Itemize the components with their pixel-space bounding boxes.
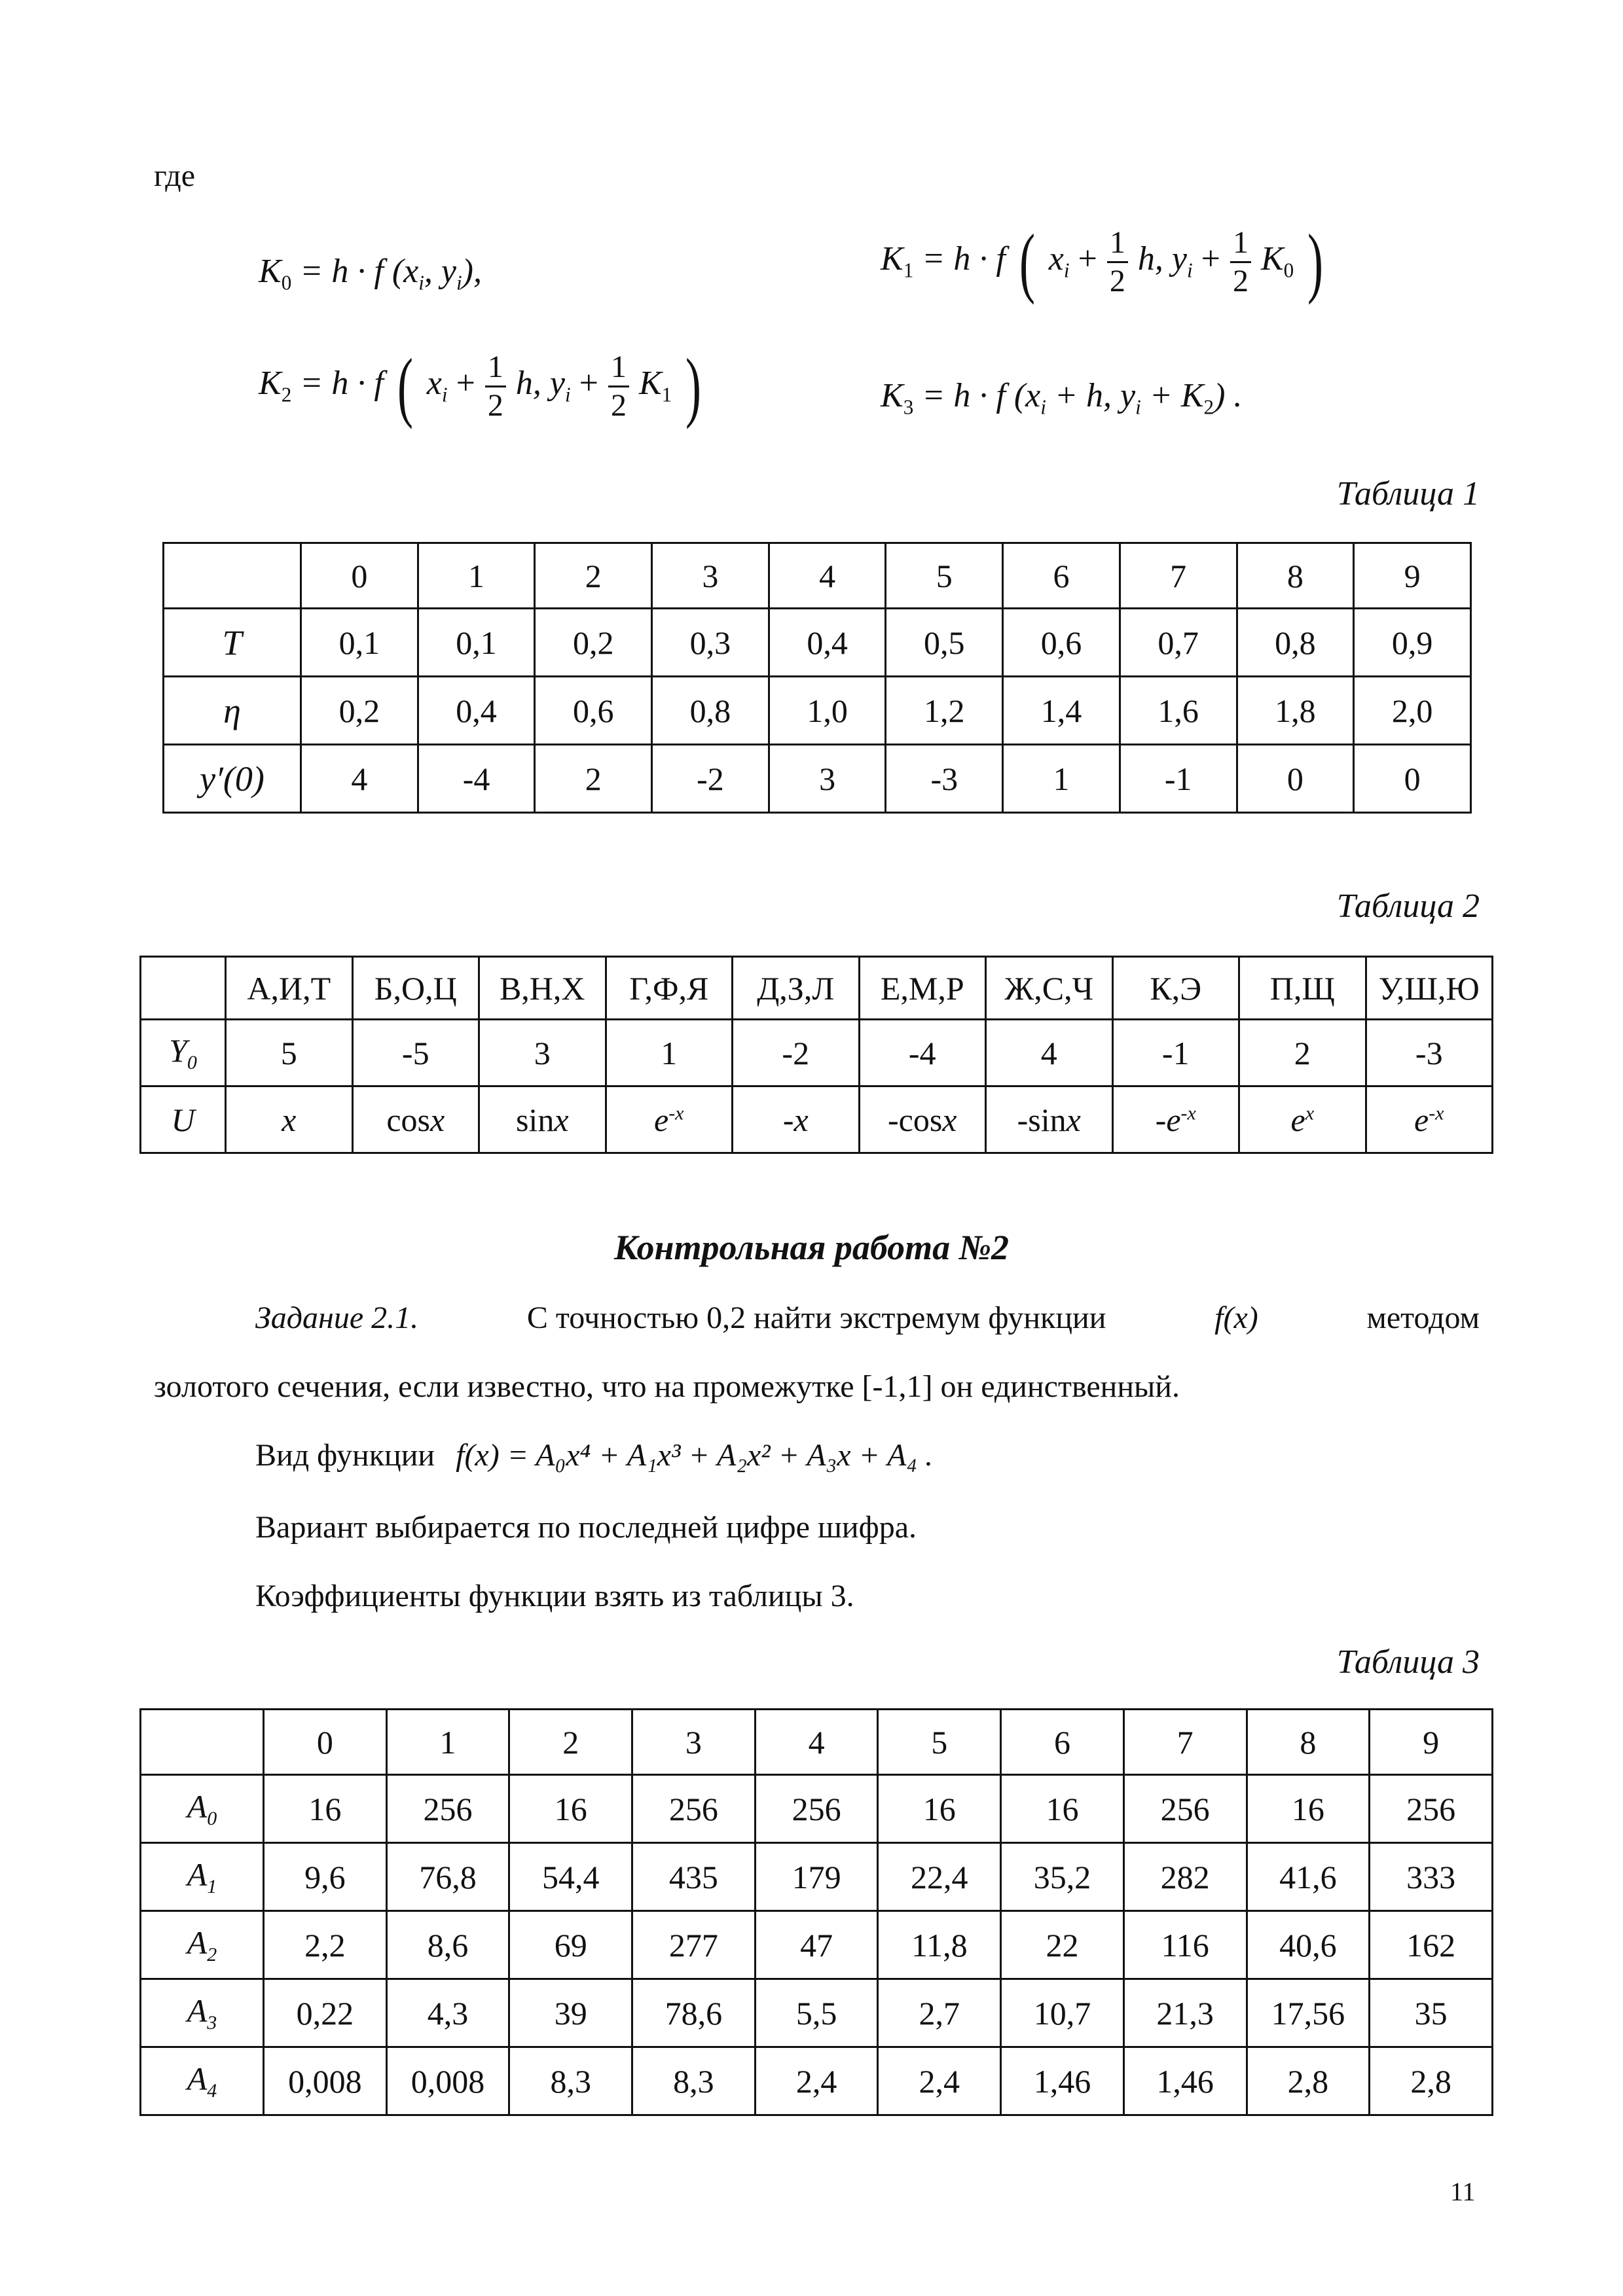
table-row	[141, 1979, 1493, 2047]
table-cell: $e^x$	[1239, 1086, 1366, 1153]
table-cell: 0,1	[418, 609, 535, 677]
table-cell: 0,2	[301, 677, 418, 745]
header-cell: Ж,С,Ч	[986, 957, 1113, 1020]
table-cell: 4,3	[386, 1979, 509, 2047]
table-cell: 3	[769, 745, 886, 813]
k3-k-sub: 2	[1203, 395, 1214, 419]
table-cell: 1,0	[769, 677, 886, 745]
function-line	[255, 1437, 933, 1475]
table-cell: 1,46	[1123, 2047, 1247, 2115]
table-cell: -4	[859, 1020, 986, 1086]
table-cell: 0,1	[301, 609, 418, 677]
table-cell: 1,4	[1003, 677, 1120, 745]
row-label: $A_4$	[141, 2047, 264, 2115]
table-1	[162, 542, 1472, 814]
header-cell: Б,О,Ц	[352, 957, 479, 1020]
header-cell: 8	[1247, 1710, 1370, 1775]
k0-sub: 0	[281, 271, 292, 295]
table-cell: -2	[733, 1020, 860, 1086]
row-label: T	[164, 609, 301, 677]
table-cell: 76,8	[386, 1843, 509, 1911]
header-cell: 7	[1123, 1710, 1247, 1775]
table-header-row	[141, 1710, 1493, 1775]
header-cell: 3	[632, 1710, 756, 1775]
k1-k-sub: 0	[1283, 259, 1294, 282]
table-cell: 2	[535, 745, 652, 813]
table-cell: 256	[755, 1775, 878, 1843]
table-cell: 8,3	[509, 2047, 632, 2115]
table-row	[164, 745, 1471, 813]
task-line2: золотого сечения, если известно, что на промежутке [-1,1] он единственный.	[154, 1369, 1180, 1404]
table-cell: sinx	[479, 1086, 606, 1153]
table-cell: 256	[1370, 1775, 1493, 1843]
table-cell: 21,3	[1123, 1979, 1247, 2047]
header-cell: П,Щ	[1239, 957, 1366, 1020]
k2-hy: h, y	[515, 364, 565, 402]
header-cell: 9	[1354, 543, 1471, 609]
k2-frac2: $\frac{1}{2}$	[608, 351, 629, 422]
header-cell: 5	[878, 1710, 1001, 1775]
table-header-row	[141, 957, 1493, 1020]
table-cell: 1,46	[1001, 2047, 1124, 2115]
k2-k: K	[638, 364, 662, 402]
task-text-a: С точностью 0,2 найти экстремум функции	[526, 1300, 1106, 1335]
table-cell: 0,4	[418, 677, 535, 745]
header-cell: А,И,Т	[226, 957, 353, 1020]
k1-eq: = h · f	[922, 240, 1006, 278]
header-cell: К,Э	[1112, 957, 1239, 1020]
table-cell: 1	[606, 1020, 733, 1086]
table-cell: 5,5	[755, 1979, 878, 2047]
intro-where: где	[154, 158, 196, 193]
table-cell: 78,6	[632, 1979, 756, 2047]
table-cell: 39	[509, 1979, 632, 2047]
table-cell: 1,2	[886, 677, 1003, 745]
table-row	[164, 609, 1471, 677]
table-cell: 1,6	[1120, 677, 1237, 745]
task-text-b: методом	[1366, 1300, 1480, 1335]
header-cell: 2	[509, 1710, 632, 1775]
table-cell: 277	[632, 1911, 756, 1979]
coef-text: Коэффициенты функции взять из таблицы 3.	[255, 1579, 854, 1613]
table-cell: 8,6	[386, 1911, 509, 1979]
formula-k2: $K_2 = h \cdot f$ ( $x_i$ + $\frac{1}{2}$ h, $y_i$ + $\frac{1}{2}$ $K_1$ )	[259, 342, 702, 429]
k1-k: K	[1260, 240, 1284, 278]
table-row	[141, 1086, 1493, 1153]
row-label: U	[141, 1086, 226, 1153]
table-cell: 35,2	[1001, 1843, 1124, 1911]
table-cell: 435	[632, 1843, 756, 1911]
table-row	[141, 1775, 1493, 1843]
table-cell: -3	[1366, 1020, 1493, 1086]
table-cell: 2,4	[755, 2047, 878, 2115]
table-cell: 11,8	[878, 1911, 1001, 1979]
table-cell: -1	[1112, 1020, 1239, 1086]
table-cell: 41,6	[1247, 1843, 1370, 1911]
table-cell: -2	[652, 745, 769, 813]
table-cell: 69	[509, 1911, 632, 1979]
header-cell: 0	[264, 1710, 387, 1775]
header-cell: 7	[1120, 543, 1237, 609]
section-title: Контрольная работа №2	[613, 1228, 1010, 1267]
header-cell: 6	[1001, 1710, 1124, 1775]
table-cell: 0,8	[652, 677, 769, 745]
k1-sub: 1	[903, 259, 914, 282]
header-cell	[164, 543, 301, 609]
k3-sub-i2: i	[1135, 395, 1141, 419]
table-cell: 16	[509, 1775, 632, 1843]
table-cell: -sinx	[986, 1086, 1113, 1153]
k3-symbol: K	[881, 377, 903, 414]
header-cell: 2	[535, 543, 652, 609]
row-label: $Y_0$	[141, 1020, 226, 1086]
k3-sub: 3	[903, 395, 914, 419]
table-cell: 16	[1247, 1775, 1370, 1843]
k1-frac2: $\frac{1}{2}$	[1230, 227, 1251, 297]
table-cell: 0,22	[264, 1979, 387, 2047]
header-cell: 9	[1370, 1710, 1493, 1775]
k0-expr: = h · f (x	[300, 253, 419, 290]
k2-sub: 2	[281, 383, 292, 406]
header-cell: 1	[386, 1710, 509, 1775]
row-label: y′(0)	[164, 745, 301, 813]
header-cell: 4	[755, 1710, 878, 1775]
table-cell: 5	[226, 1020, 353, 1086]
page-number: 11	[1450, 2177, 1476, 2206]
k3-rest: + h, y	[1054, 377, 1136, 414]
table-cell: x	[226, 1086, 353, 1153]
table-cell: 0,6	[1003, 609, 1120, 677]
table-cell: 16	[878, 1775, 1001, 1843]
table-cell: 2	[1239, 1020, 1366, 1086]
table-cell: 0,5	[886, 609, 1003, 677]
k2-frac1: $\frac{1}{2}$	[485, 351, 506, 422]
table-cell: 0,8	[1237, 609, 1354, 677]
k2-open-paren: (	[397, 342, 413, 429]
formula-k0	[259, 252, 482, 295]
table-cell: 35	[1370, 1979, 1493, 2047]
table-cell: $e^{-x}$	[1366, 1086, 1493, 1153]
k3-expr: = h · f (x	[922, 377, 1041, 414]
header-cell: 8	[1237, 543, 1354, 609]
table-cell: 22,4	[878, 1843, 1001, 1911]
row-label: $A_3$	[141, 1979, 264, 2047]
table-cell: 17,56	[1247, 1979, 1370, 2047]
k0-sub-i: i	[418, 271, 424, 295]
header-cell: Г,Ф,Я	[606, 957, 733, 1020]
table-cell: 0,008	[386, 2047, 509, 2115]
k1-symbol: K	[881, 240, 903, 278]
table-cell: 0,2	[535, 609, 652, 677]
header-cell: Е,М,Р	[859, 957, 986, 1020]
table-3	[139, 1708, 1493, 2116]
table-cell: 179	[755, 1843, 878, 1911]
k2-symbol: K	[259, 364, 282, 402]
table-cell: 2,0	[1354, 677, 1471, 745]
table1-caption: Таблица 1	[1336, 475, 1480, 512]
table-cell: 0,008	[264, 2047, 387, 2115]
table-cell: 256	[386, 1775, 509, 1843]
k1-x: x	[1048, 240, 1064, 278]
k0-rest: , y	[424, 253, 456, 290]
k3-close: ) .	[1214, 377, 1243, 414]
table-row	[141, 1911, 1493, 1979]
table-cell: 47	[755, 1911, 878, 1979]
table-cell: 3	[479, 1020, 606, 1086]
header-cell: В,Н,Х	[479, 957, 606, 1020]
table-cell: 333	[1370, 1843, 1493, 1911]
k0-close: ),	[462, 253, 482, 290]
table-cell: 10,7	[1001, 1979, 1124, 2047]
k1-hy: h, y	[1137, 240, 1187, 278]
table-cell: 0,7	[1120, 609, 1237, 677]
table-cell: 22	[1001, 1911, 1124, 1979]
variant-text: Вариант выбирается по последней цифре шифра.	[255, 1510, 917, 1545]
table-cell: cosx	[352, 1086, 479, 1153]
row-label: η	[164, 677, 301, 745]
header-cell: Д,З,Л	[733, 957, 860, 1020]
table-cell: 2,8	[1370, 2047, 1493, 2115]
table-row	[141, 2047, 1493, 2115]
table-cell: -3	[886, 745, 1003, 813]
k2-k-sub: 1	[661, 383, 672, 406]
table-cell: 282	[1123, 1843, 1247, 1911]
table-row	[141, 1843, 1493, 1911]
k2-x: x	[426, 364, 442, 402]
header-cell: 6	[1003, 543, 1120, 609]
table-cell: 0,9	[1354, 609, 1471, 677]
table-cell: 0,4	[769, 609, 886, 677]
table-cell: 4	[986, 1020, 1113, 1086]
k1-open-paren: (	[1019, 218, 1035, 305]
k1-plus2: +	[1201, 240, 1220, 278]
k2-eq: = h · f	[300, 364, 384, 402]
formula-k1: $K_1 = h \cdot f$ ( $x_i$ + $\frac{1}{2}$ h, $y_i$ + $\frac{1}{2}$ $K_0$ )	[881, 218, 1324, 305]
table-cell: 1,8	[1237, 677, 1354, 745]
task-fx: f(x)	[1214, 1300, 1258, 1335]
table-cell: 16	[1001, 1775, 1124, 1843]
table-cell: 16	[264, 1775, 387, 1843]
table-cell: -1	[1120, 745, 1237, 813]
k0-sub-i2: i	[456, 271, 462, 295]
table-header-row	[164, 543, 1471, 609]
formula-k3	[881, 376, 1242, 419]
table-cell: 0,3	[652, 609, 769, 677]
table-cell: -4	[418, 745, 535, 813]
function-formula: f(x) = A₀x⁴ + A₁x³ + A₂x² + A₃x + A₄ .	[456, 1438, 934, 1473]
header-cell: 3	[652, 543, 769, 609]
k1-frac1: $\frac{1}{2}$	[1107, 227, 1128, 297]
k3-sub-i: i	[1040, 395, 1046, 419]
k2-close-paren: )	[685, 342, 702, 429]
table-cell: $-e^{-x}$	[1112, 1086, 1239, 1153]
k3-plus-k: + K	[1149, 377, 1204, 414]
table-row	[164, 677, 1471, 745]
task-label: Задание 2.1.	[255, 1300, 419, 1335]
table2-caption: Таблица 2	[1336, 888, 1480, 925]
table-cell: 2,7	[878, 1979, 1001, 2047]
table-cell: 4	[301, 745, 418, 813]
row-label: $A_1$	[141, 1843, 264, 1911]
table-2	[139, 956, 1493, 1154]
table-cell: 9,6	[264, 1843, 387, 1911]
header-cell: У,Ш,Ю	[1366, 957, 1493, 1020]
k0-symbol: K	[259, 253, 282, 290]
table-cell: 2,8	[1247, 2047, 1370, 2115]
table-cell: $e^{-x}$	[606, 1086, 733, 1153]
header-cell: 1	[418, 543, 535, 609]
table-cell: 8,3	[632, 2047, 756, 2115]
table-cell: 54,4	[509, 1843, 632, 1911]
k2-plus1: +	[456, 364, 475, 402]
table-cell: 2,2	[264, 1911, 387, 1979]
table-cell: -5	[352, 1020, 479, 1086]
k1-plus1: +	[1078, 240, 1097, 278]
header-cell: 4	[769, 543, 886, 609]
header-cell	[141, 1710, 264, 1775]
table-cell: 40,6	[1247, 1911, 1370, 1979]
table-cell: 2,4	[878, 2047, 1001, 2115]
table-cell: -x	[733, 1086, 860, 1153]
table-cell: 1	[1003, 745, 1120, 813]
table-row	[141, 1020, 1493, 1086]
table-cell: 0	[1237, 745, 1354, 813]
table-cell: 256	[632, 1775, 756, 1843]
table-cell: 256	[1123, 1775, 1247, 1843]
header-cell: 5	[886, 543, 1003, 609]
table-cell: 116	[1123, 1911, 1247, 1979]
function-label: Вид функции	[255, 1438, 435, 1473]
task-line1	[255, 1299, 1480, 1337]
table-cell: 0	[1354, 745, 1471, 813]
k1-close-paren: )	[1307, 218, 1324, 305]
table-cell: 0,6	[535, 677, 652, 745]
table-cell: -cosx	[859, 1086, 986, 1153]
table3-caption: Таблица 3	[1336, 1643, 1480, 1681]
row-label: $A_2$	[141, 1911, 264, 1979]
header-cell	[141, 957, 226, 1020]
row-label: $A_0$	[141, 1775, 264, 1843]
header-cell: 0	[301, 543, 418, 609]
k2-plus2: +	[579, 364, 598, 402]
table-cell: 162	[1370, 1911, 1493, 1979]
